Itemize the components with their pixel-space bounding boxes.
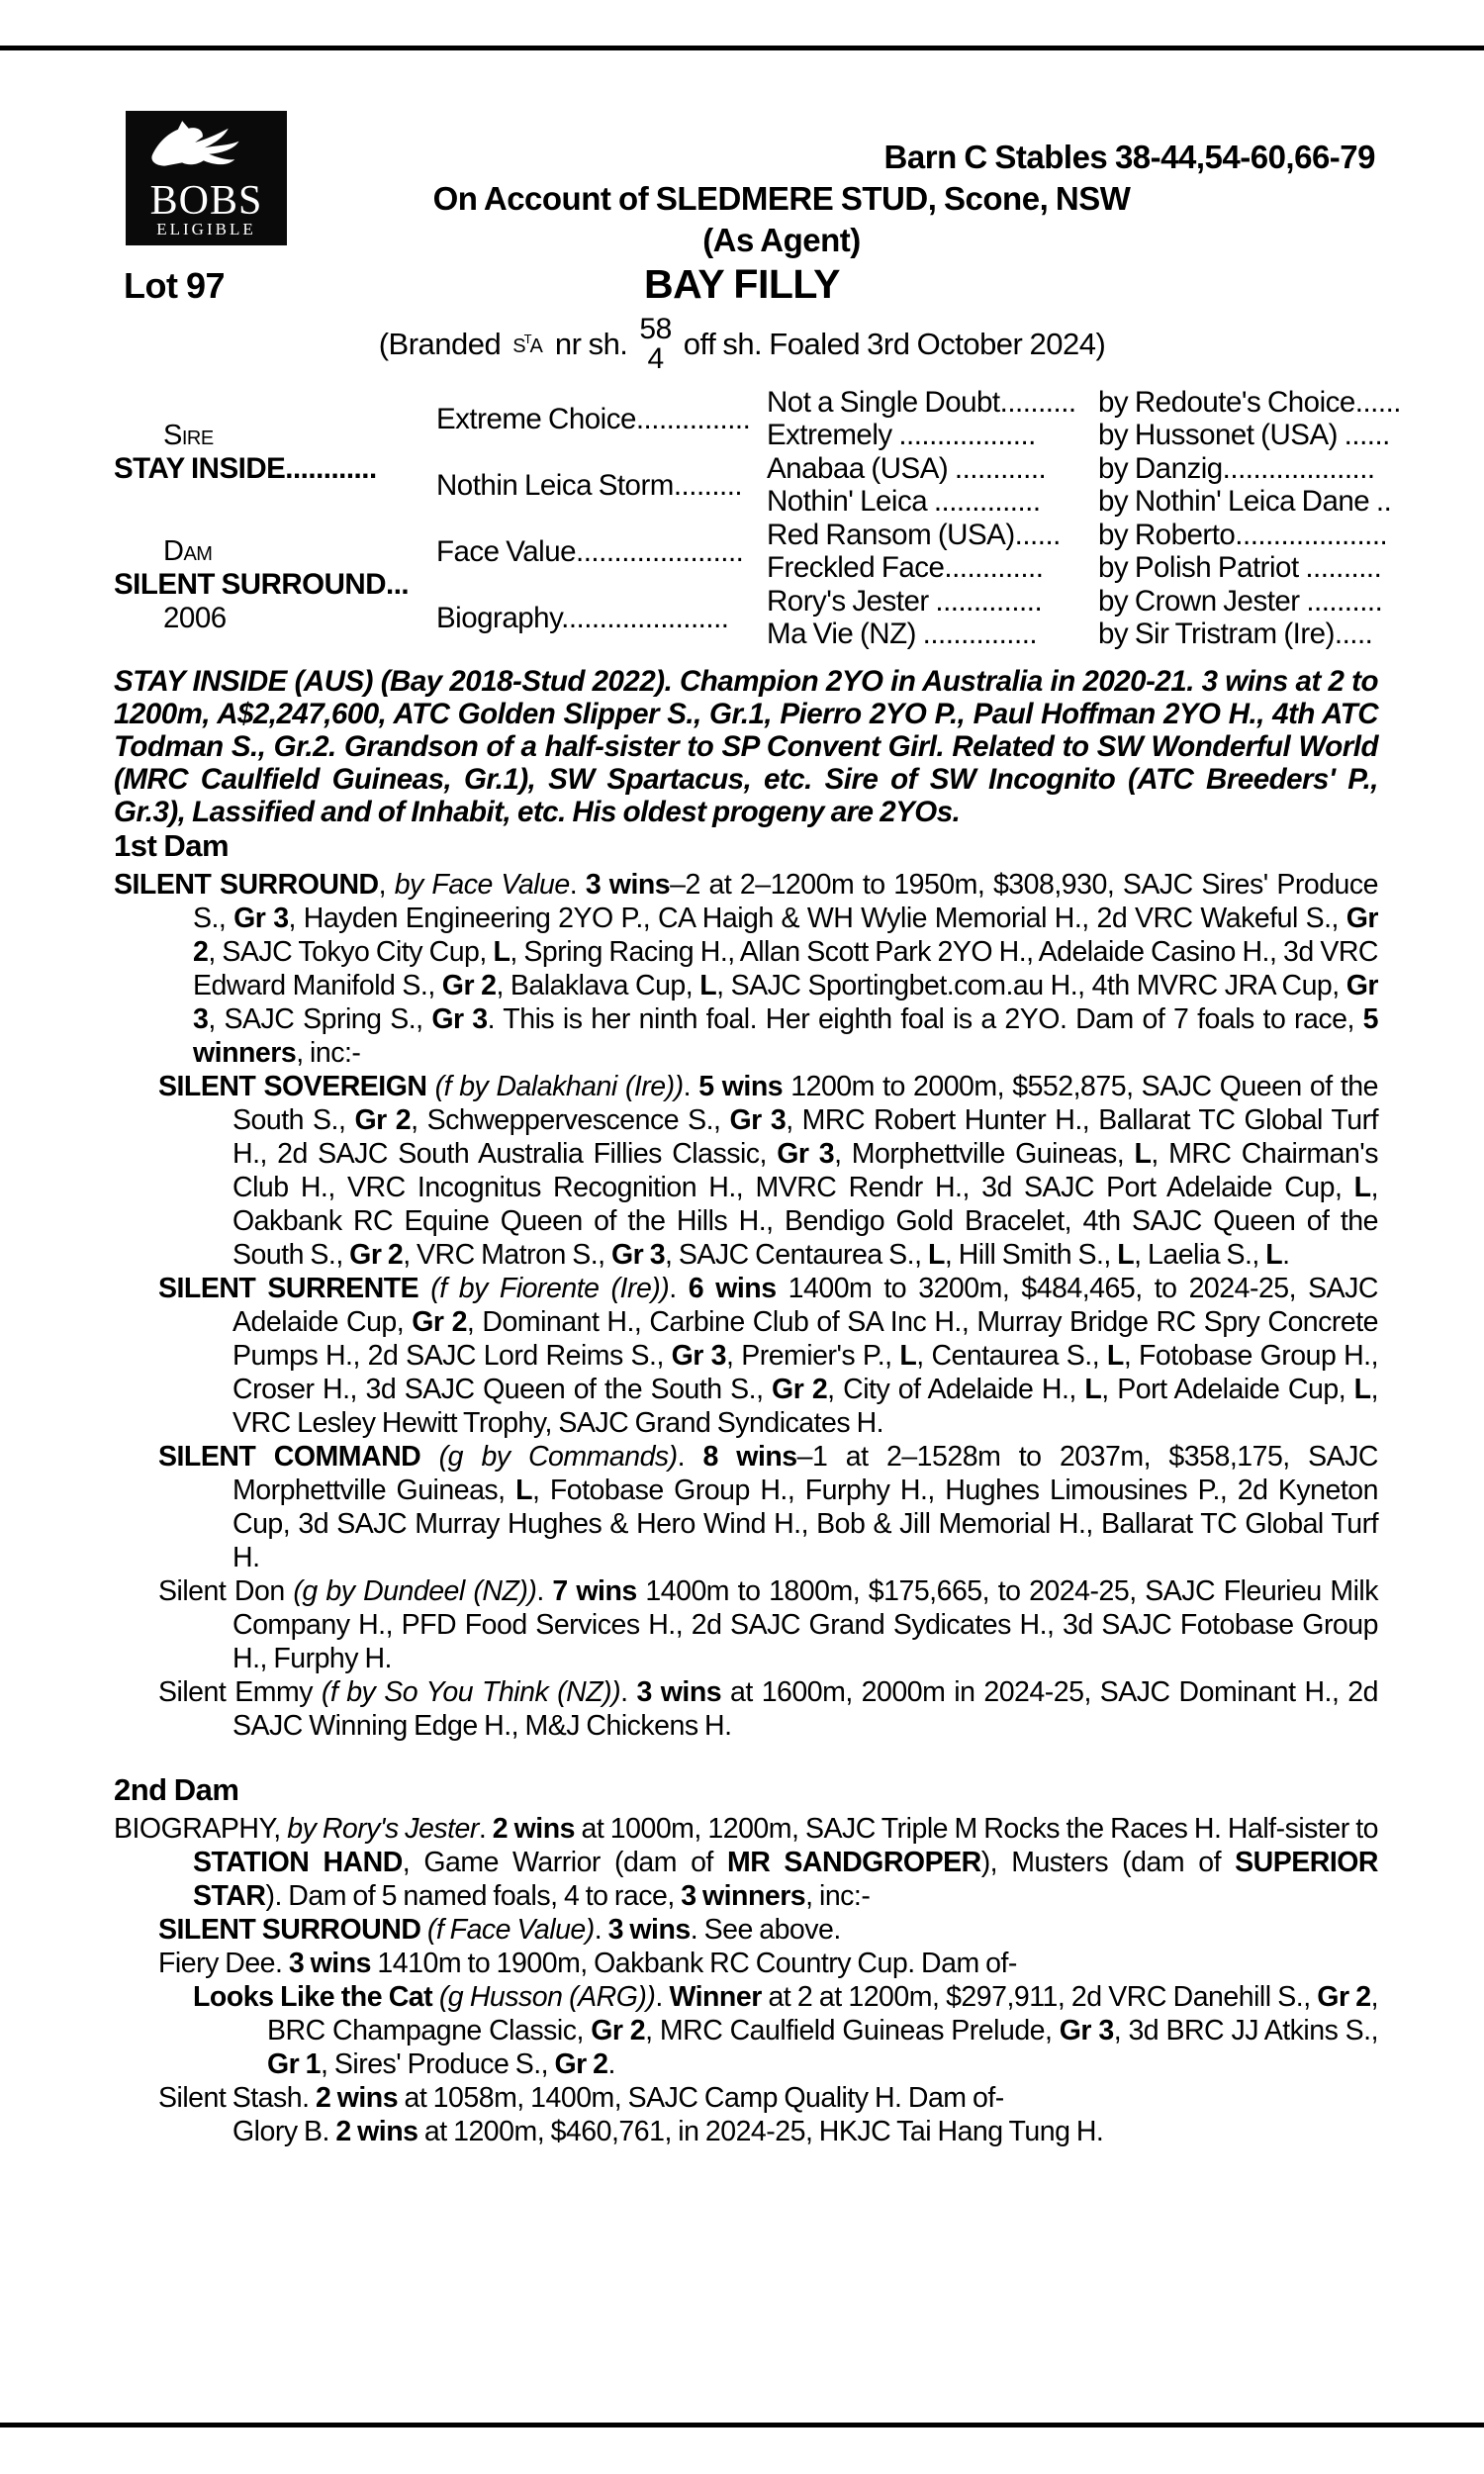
gen3-by: by Hussonet (USA) ...... (1098, 419, 1390, 452)
pedigree-entry-looks-like-the-cat: Looks Like the Cat (g Husson (ARG)). Winner at 2 at 1200m, $297,911, 2d VRC Danehill S., Gr 2, BRC Champagne Classic, Gr 2, MRC Caulfield Guineas Prelude, Gr 3, 3d BRC JJ Atkins S., Gr 1, Sires' Produce S., Gr 2. (193, 1981, 1378, 2080)
page-title: BAY FILLY (643, 261, 841, 307)
logo-text: BOBS (149, 178, 263, 224)
pedigree-entry-silent-stash: Silent Stash. 2 wins at 1058m, 1400m, SAJC Camp Quality H. Dam of- (158, 2082, 1004, 2114)
top-rule (0, 46, 1484, 50)
gen3-name: Nothin' Leica .............. (767, 485, 1041, 519)
gen3-by: by Polish Patriot .......... (1098, 551, 1382, 585)
pedigree-entry-glory-b: Glory B. 2 wins at 1200m, $460,761, in 2024-25, HKJC Tai Hang Tung H. (232, 2116, 1104, 2147)
brand-mark: $S^TA$ (512, 331, 543, 357)
logo-subtext: ELIGIBLE (156, 220, 256, 238)
section-heading-1st-dam: 1st Dam (114, 828, 230, 863)
body-text (114, 665, 1378, 2148)
brand-number-bottom: 4 (647, 342, 664, 375)
brand-number-fraction (639, 315, 671, 374)
agent-line: (As Agent) (702, 222, 861, 258)
dam-label: Dam (163, 534, 213, 567)
gen3-name: Not a Single Doubt.......... (767, 385, 1076, 419)
section-heading-2nd-dam: 2nd Dam (114, 1772, 239, 1807)
gen3-name: Ma Vie (NZ) ............... (767, 618, 1038, 651)
barn-line: Barn C Stables 38-44,54-60,66-79 (883, 139, 1375, 175)
pedigree-table (114, 385, 1401, 651)
branded-suffix: off sh. Foaled 3rd October 2024) (683, 327, 1106, 361)
gen2-dam-sire: Face Value...................... (436, 534, 744, 568)
gen2-sire-sire: Extreme Choice............... (436, 402, 751, 435)
gen3-name: Extremely .................. (767, 419, 1036, 452)
gen3-name: Freckled Face............. (767, 551, 1044, 585)
brand-number-top: 58 (639, 313, 672, 345)
dam-year: 2006 (163, 601, 227, 634)
gen3-by: by Nothin' Leica Dane .. (1098, 485, 1392, 519)
sire-paragraph: STAY INSIDE (AUS) (Bay 2018-Stud 2022). Champion 2YO in Australia in 2020-21. 3 wins at 2 to 1200m, A$2,247,600, ATC Golden Slipper S., Gr.1, Pierro 2YO P., Paul Hoffman 2YO H., 4th ATC Todman S., Gr.2. Grandson of a half-sister to SP Convent Girl. Related to SW Wonderful World (MRC Caulfield Guineas, Gr.1), SW Spartacus, etc. Sire of SW Incognito (ATC Breeders' P., Gr.3), Lassified and of Inhabit, etc. His oldest progeny are 2YOs. (114, 665, 1378, 828)
gen3-by: by Redoute's Choice...... (1098, 385, 1401, 419)
branded-line (0, 315, 1484, 374)
branded-prefix: (Branded (378, 327, 502, 361)
gen3-name: Red Ransom (USA)...... (767, 518, 1061, 551)
bottom-rule (0, 2423, 1484, 2427)
gen3-name: Rory's Jester .............. (767, 584, 1043, 618)
gen2-sire-dam: Nothin Leica Storm......... (436, 468, 743, 502)
gen3-by: by Sir Tristram (Ire)..... (1098, 618, 1373, 651)
pedigree-entry-silent-don: Silent Don (g by Dundeel (NZ)). 7 wins 1400m to 1800m, $175,665, to 2024-25, SAJC Fleurieu Milk Company H., PFD Food Services H., 2d SAJC Grand Sydicates H., 3d SAJC Fotobase Group H., Furphy H. (158, 1575, 1378, 1674)
sire-label: Sire (163, 419, 214, 451)
pedigree-entry-silent-surround: SILENT SURROUND, by Face Value. 3 wins–2 at 2–1200m to 1950m, $308,930, SAJC Sires' Produce S., Gr 3, Hayden Engineering 2YO P., CA Haigh & WH Wylie Memorial H., 2d VRC Wakeful S., Gr 2, SAJC Tokyo City Cup, L, Spring Racing H., Allan Scott Park 2YO H., Adelaide Casino H., 3d VRC Edward Manifold S., Gr 2, Balaklava Cup, L, SAJC Sportingbet.com.au H., 4th MVRC JRA Cup, Gr 3, SAJC Spring S., Gr 3. This is her ninth foal. Her eighth foal is a 2YO. Dam of 7 foals to race, 5 winners, inc:- (114, 869, 1379, 1069)
gen3-by: by Danzig.................... (1098, 451, 1375, 485)
gen3-by: by Crown Jester .......... (1098, 584, 1383, 618)
pedigree-entry-silent-sovereign: SILENT SOVEREIGN (f by Dalakhani (Ire)). 5 wins 1200m to 2000m, $552,875, SAJC Queen of the South S., Gr 2, Schweppervescence S., Gr 3, MRC Robert Hunter H., Ballarat TC Global Turf H., 2d SAJC South Australia Fillies Classic, Gr 3, Morphettville Guineas, L, MRC Chairman's Club H., VRC Incognitus Recognition H., MVRC Rendr H., 3d SAJC Port Adelaide Cup, L, Oakbank RC Equine Queen of the Hills H., Bendigo Gold Bracelet, 4th SAJC Queen of the South S., Gr 2, VRC Matron S., Gr 3, SAJC Centaurea S., L, Hill Smith S., L, Laelia S., L. (158, 1071, 1379, 1271)
branded-mid: nr sh. (554, 327, 628, 361)
dam-name: SILENT SURROUND... (114, 567, 410, 601)
gen2-dam-dam: Biography...................... (436, 601, 729, 634)
sire-block (114, 386, 436, 519)
pedigree-entry-fiery-dee: Fiery Dee. 3 wins 1410m to 1900m, Oakbank RC Country Cup. Dam of- (158, 1948, 1017, 1979)
gen3-by: by Roberto.................... (1098, 518, 1388, 551)
account-line: On Account of SLEDMERE STUD, Scone, NSW (432, 180, 1131, 217)
pedigree-entry-silent-emmy: Silent Emmy (f by So You Think (NZ)). 3 wins at 1600m, 2000m in 2024-25, SAJC Dominant H., 2d SAJC Winning Edge H., M&J Chickens H. (158, 1676, 1378, 1742)
pedigree-entry-silent-surrente: SILENT SURRENTE (f by Fiorente (Ire)). 6 wins 1400m to 3200m, $484,465, to 2024-25, SAJC Adelaide Cup, Gr 2, Dominant H., Carbine Club of SA Inc H., Murray Bridge RC Spry Concrete Pumps H., 2d SAJC Lord Reims S., Gr 3, Premier's P., L, Centaurea S., L, Fotobase Group H., Croser H., 3d SAJC Queen of the South S., Gr 2, City of Adelaide H., L, Port Adelaide Cup, L, VRC Lesley Hewitt Trophy, SAJC Grand Syndicates H. (158, 1273, 1379, 1439)
pedigree-entry-silent-command: SILENT COMMAND (g by Commands). 8 wins–1 at 2–1528m to 2037m, $358,175, SAJC Morphettville Guineas, L, Fotobase Group H., Furphy H., Hughes Limousines P., 2d Kyneton Cup, 3d SAJC Murray Hughes & Hero Wind H., Bob & Jill Memorial H., Ballarat TC Global Turf H. (158, 1441, 1378, 1573)
sire-name: STAY INSIDE............ (114, 451, 377, 485)
gen3-name: Anabaa (USA) ............ (767, 451, 1047, 485)
dam-block (114, 519, 436, 651)
lot-number: Lot 97 (124, 265, 226, 306)
pedigree-entry-silent-surround-2: SILENT SURROUND (f Face Value). 3 wins. See above. (158, 1914, 841, 1946)
pedigree-entry-biography: BIOGRAPHY, by Rory's Jester. 2 wins at 1000m, 1200m, SAJC Triple M Rocks the Races H. Half-sister to STATION HAND, Game Warrior (dam of MR SANDGROPER), Musters (dam of SUPERIOR STAR). Dam of 5 named foals, 4 to race, 3 winners, inc:- (114, 1813, 1378, 1912)
